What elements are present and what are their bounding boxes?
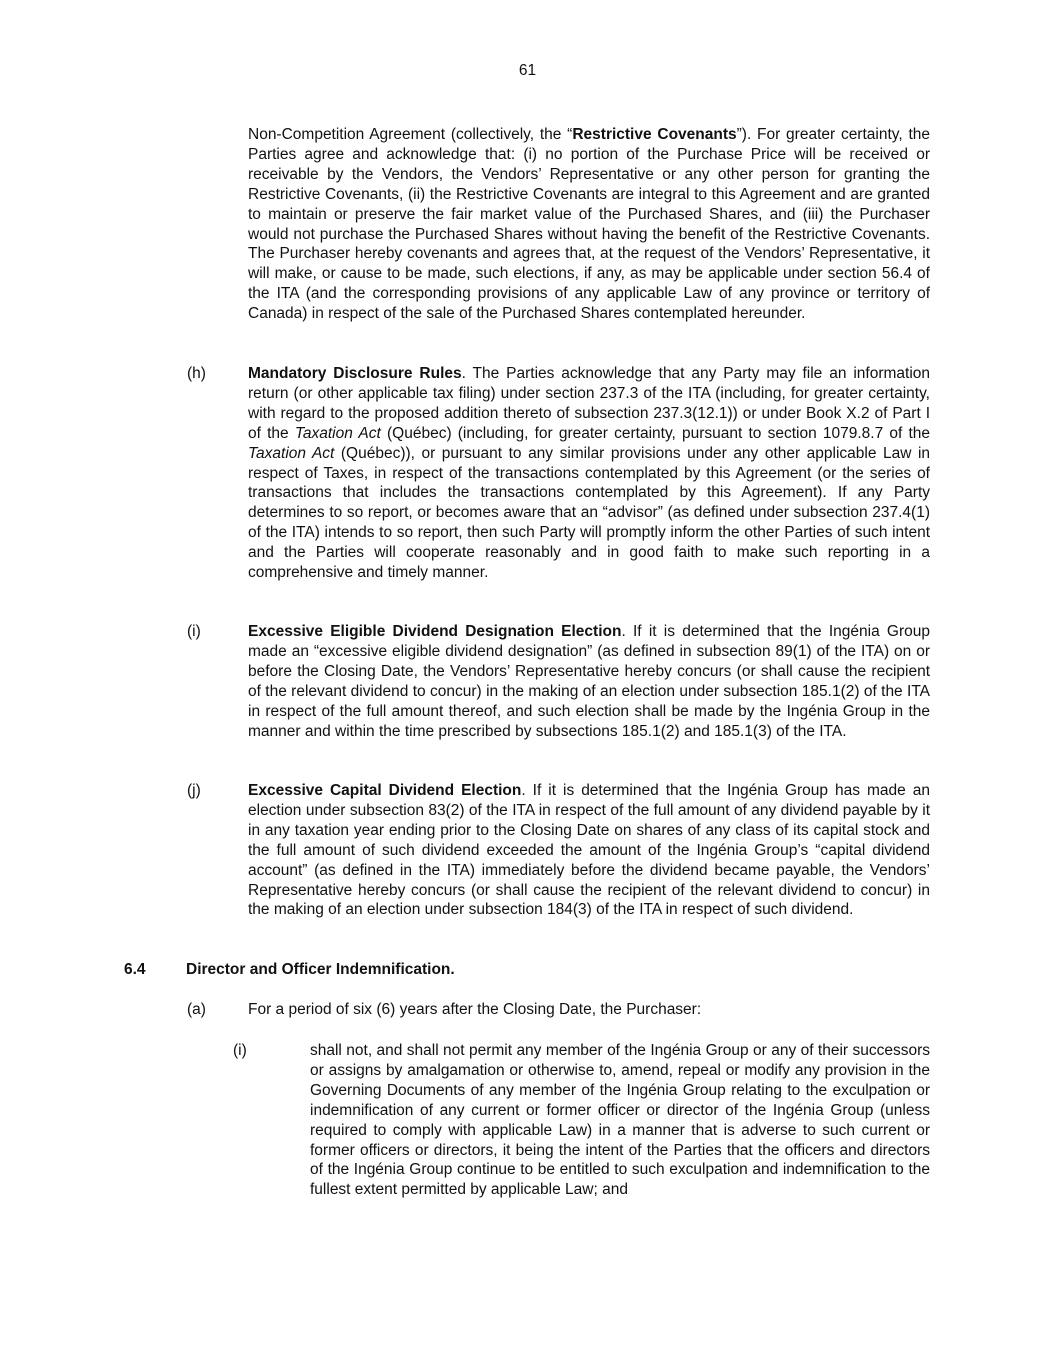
item-i-marker: (i) — [187, 623, 201, 640]
item-a-marker: (a) — [187, 1001, 206, 1018]
item-h-heading: Mandatory Disclosure Rules — [248, 365, 462, 382]
item-j-heading: Excessive Capital Dividend Election — [248, 782, 522, 799]
item-j-marker: (j) — [187, 782, 201, 799]
item-h-marker: (h) — [187, 365, 206, 382]
item-i-heading: Excessive Eligible Dividend Designation Election — [248, 623, 622, 640]
continuation-text-start: Non-Competition Agreement (collectively, the “ — [248, 126, 573, 143]
section-number: 6.4 — [124, 961, 146, 978]
item-h-text-1: . The Parties acknowledge that any Party may file an information return (or other applicable tax filing) under section 237.3 of the ITA (including, for greater certainty, with regard to the proposed addition thereto of subsection 237.3(12.1)) or under Book X.2 of Part I of the — [248, 365, 930, 442]
item-h-text-2: (Québec) (including, for greater certainty, pursuant to section 1079.8.7 of the — [380, 424, 931, 442]
item-h-italic-2: Taxation Act — [248, 444, 335, 462]
item-i-paragraph — [248, 622, 930, 741]
section-heading — [124, 960, 455, 980]
item-j-text: . If it is determined that the Ingénia Group has made an election under subsection 83(2) of the ITA in respect of the full amount of any dividend payable by it in any taxation year ending prior to the Closing Date on shares of any class of its capital stock and the full amount of such dividend exceeded the amount of the Ingénia Group’s “capital dividend account” (as defined in the ITA) immediately before the dividend became payable, the Vendors’ Representative hereby concurs (or shall cause the recipient of the relevant dividend to concur) in the making of an election under subsection 184(3) of the ITA in respect of such dividend. — [248, 782, 930, 919]
sub-item-i-paragraph: shall not, and shall not permit any member of the Ingénia Group or any of their successors or assigns by amalgamation or otherwise to, amend, repeal or modify any provision in the Governing Documents of any member of the Ingénia Group relating to the exculpation or indemnification of any current or former officer or director of the Ingénia Group (unless required to comply with applicable Law) in a manner that is adverse to such current or former officers or directors, it being the intent of the Parties that the officers and directors of the Ingénia Group continue to be entitled to such exculpation and indemnification to the fullest extent permitted by applicable Law; and — [310, 1042, 930, 1199]
page-number: 61 — [518, 62, 537, 79]
item-h-text-3: (Québec)), or pursuant to any similar provisions under any other applicable Law in respect of Taxes, in respect of the transactions contemplated by this Agreement (or the series of transactions that includes the transactions contemplated by this Agreement). If any Party determines to so report, or becomes aware that an “advisor” (as defined under subsection 237.4(1) of the ITA) intends to so report, then such Party will promptly inform the other Parties of such intent and the Parties will cooperate reasonably and in good faith to make such reporting in a comprehensive and timely manner. — [248, 444, 931, 582]
item-a-paragraph: For a period of six (6) years after the Closing Date, the Purchaser: — [248, 1001, 702, 1018]
section-title: Director and Officer Indemnification. — [186, 961, 455, 978]
sub-item-i-marker: (i) — [233, 1042, 247, 1059]
item-h-italic-1: Taxation Act — [294, 424, 381, 442]
defined-term-restrictive-covenants: Restrictive Covenants — [572, 126, 737, 143]
continuation-text-end: ”). For greater certainty, the Parties agree and acknowledge that: (i) no portion of the Purchase Price will be received or receivable by the Vendors, the Vendors’ Representative or any other person for granting the Restrictive Covenants, (ii) the Restrictive Covenants are integral to this Agreement and are granted to maintain or preserve the fair market value of the Purchased Shares, and (iii) the Purchaser would not purchase the Purchased Shares without having the benefit of the Restrictive Covenants. The Purchaser hereby covenants and agrees that, at the request of the Vendors’ Representative, it will make, or cause to be made, such elections, if any, as may be applicable under section 56.4 of the ITA (and the corresponding provisions of any applicable Law of any province or territory of Canada) in respect of the sale of the Purchased Shares contemplated hereunder. — [248, 126, 930, 323]
continuation-paragraph — [248, 125, 930, 324]
item-h-paragraph — [248, 364, 930, 583]
item-j-paragraph — [248, 781, 930, 920]
item-i-text: . If it is determined that the Ingénia Group made an “excessive eligible dividend designation” (as defined in subsection 89(1) of the ITA) on or before the Closing Date, the Vendors’ Representative hereby concurs (or shall cause the recipient of the relevant dividend to concur) in the making of an election under subsection 185.1(2) of the ITA in respect of the full amount thereof, and such election shall be made by the Ingénia Group in the manner and within the time prescribed by subsections 185.1(2) and 185.1(3) of the ITA. — [248, 623, 930, 740]
